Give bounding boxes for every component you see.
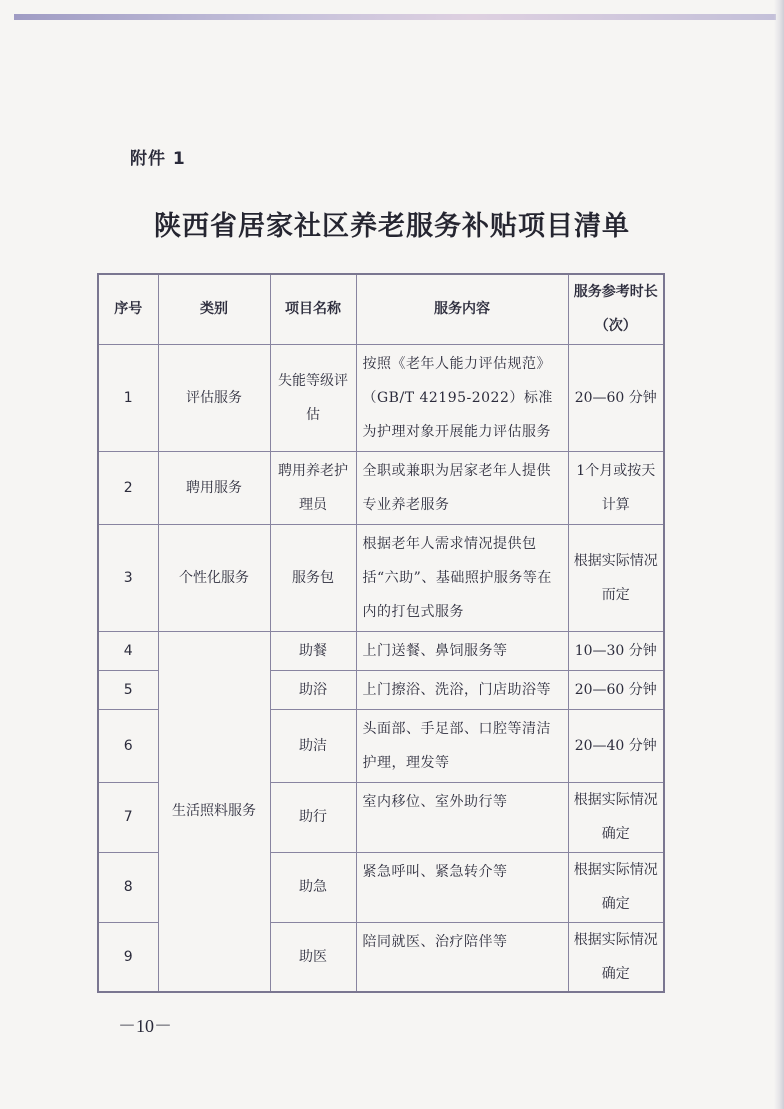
- row-duration: 20—60 分钟: [568, 670, 664, 709]
- row-category: 聘用服务: [158, 451, 270, 524]
- row-item: 服务包: [270, 524, 356, 631]
- document-title: 陕西省居家社区养老服务补贴项目清单: [154, 211, 630, 242]
- subsidy-items-table: [97, 273, 665, 993]
- header-duration: 服务参考时长（次）: [568, 274, 664, 344]
- table-row: [98, 524, 664, 631]
- row-item: 助洁: [270, 709, 356, 782]
- row-no: 8: [98, 852, 158, 922]
- row-no: 6: [98, 709, 158, 782]
- row-content: 根据老年人需求情况提供包括“六助”、基础照护服务等在内的打包式服务: [356, 524, 568, 631]
- row-content: 头面部、手足部、口腔等清洁护理，理发等: [356, 709, 568, 782]
- row-duration: 根据实际情况确定: [568, 852, 664, 922]
- header-content: 服务内容: [356, 274, 568, 344]
- row-category: 评估服务: [158, 344, 270, 451]
- row-duration: 根据实际情况而定: [568, 524, 664, 631]
- row-item: 助浴: [270, 670, 356, 709]
- row-duration: 20—60 分钟: [568, 344, 664, 451]
- table-header-row: [98, 274, 664, 344]
- attachment-label: 附件 1: [130, 149, 186, 169]
- scan-top-band: [14, 14, 776, 20]
- row-item: 助行: [270, 782, 356, 852]
- header-item: 项目名称: [270, 274, 356, 344]
- row-duration: 10—30 分钟: [568, 631, 664, 670]
- row-content: 全职或兼职为居家老年人提供专业养老服务: [356, 451, 568, 524]
- row-no: 2: [98, 451, 158, 524]
- row-no: 9: [98, 922, 158, 992]
- row-content: 上门擦浴、洗浴，门店助浴等: [356, 670, 568, 709]
- row-item: 失能等级评估: [270, 344, 356, 451]
- row-item: 助餐: [270, 631, 356, 670]
- row-no: 5: [98, 670, 158, 709]
- scan-right-edge: [774, 0, 784, 1109]
- row-content: 紧急呼叫、紧急转介等: [356, 852, 568, 922]
- row-content: 室内移位、室外助行等: [356, 782, 568, 852]
- row-category: 个性化服务: [158, 524, 270, 631]
- table-row: [98, 631, 664, 670]
- row-duration: 根据实际情况确定: [568, 922, 664, 992]
- header-category: 类别: [158, 274, 270, 344]
- row-no: 3: [98, 524, 158, 631]
- table-row: [98, 451, 664, 524]
- row-category: 生活照料服务: [158, 631, 270, 992]
- row-item: 助医: [270, 922, 356, 992]
- row-content: 按照《老年人能力评估规范》（GB/T 42195-2022）标准为护理对象开展能力评估服务: [356, 344, 568, 451]
- row-content: 上门送餐、鼻饲服务等: [356, 631, 568, 670]
- row-no: 7: [98, 782, 158, 852]
- row-content: 陪同就医、治疗陪伴等: [356, 922, 568, 992]
- row-no: 1: [98, 344, 158, 451]
- row-duration: 根据实际情况确定: [568, 782, 664, 852]
- row-item: 聘用养老护理员: [270, 451, 356, 524]
- page-number: －10－: [118, 1016, 172, 1036]
- table-row: [98, 344, 664, 451]
- row-duration: 1个月或按天计算: [568, 451, 664, 524]
- row-item: 助急: [270, 852, 356, 922]
- row-no: 4: [98, 631, 158, 670]
- header-no: 序号: [98, 274, 158, 344]
- row-duration: 20—40 分钟: [568, 709, 664, 782]
